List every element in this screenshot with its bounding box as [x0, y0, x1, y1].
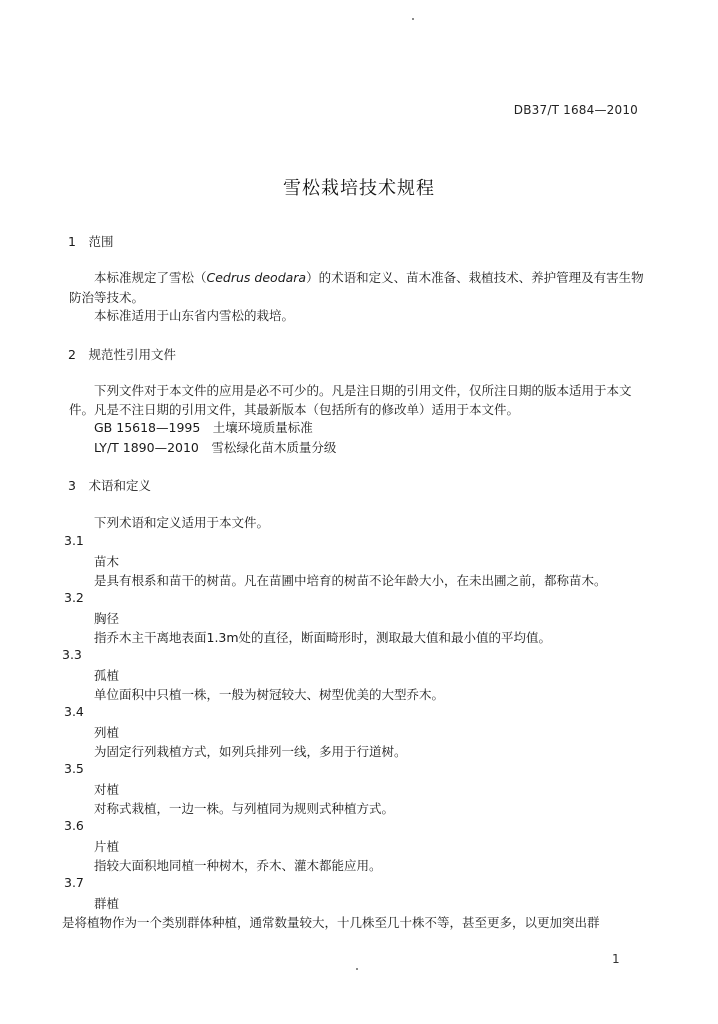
term-number: 3.1 — [64, 533, 84, 548]
term-number: 3.4 — [64, 704, 84, 719]
section-1-paragraph-1-line-2: 防治等技术。 — [69, 290, 145, 305]
term-name: 孤植 — [94, 668, 120, 683]
section-3-intro: 下列术语和定义适用于本文件。 — [94, 515, 270, 530]
scan-speck — [412, 18, 414, 20]
term-name: 对植 — [94, 782, 120, 797]
term-number: 3.6 — [64, 818, 84, 833]
standard-number: DB37/T 1684—2010 — [513, 103, 638, 117]
term-number: 3.5 — [64, 761, 84, 776]
term-name: 列植 — [94, 725, 120, 740]
term-definition: 为固定行列栽植方式，如列兵排列一线，多用于行道树。 — [94, 744, 407, 759]
section-1-paragraph-1-line-1 — [94, 268, 644, 287]
term-number: 3.3 — [62, 647, 82, 662]
section-3-heading: 3 术语和定义 — [68, 478, 151, 493]
term-definition: 是具有根系和苗干的树苗。凡在苗圃中培育的树苗不论年龄大小，在未出圃之前，都称苗木。 — [94, 573, 607, 588]
section-2-paragraph-line-2: 件。凡是不注日期的引用文件，其最新版本（包括所有的修改单）适用于本文件。 — [69, 402, 520, 417]
section-1-heading: 1 范围 — [68, 234, 114, 249]
section-2-heading: 2 规范性引用文件 — [68, 347, 176, 362]
term-name: 片植 — [94, 839, 120, 854]
reference-2: LY/T 1890—2010 雪松绿化苗木质量分级 — [94, 440, 337, 455]
scope-text-part-1: 本标准规定了雪松（ — [94, 270, 207, 285]
term-definition: 是将植物作为一个类别群体种植，通常数量较大，十几株至几十株不等，甚至更多，以更加突出群 — [62, 915, 600, 930]
term-number: 3.2 — [64, 590, 84, 605]
term-definition: 指较大面积地同植一种树木，乔木、灌木都能应用。 — [94, 858, 382, 873]
document-title: 雪松栽培技术规程 — [283, 178, 435, 199]
latin-name: Cedrus deodara — [206, 270, 307, 285]
scan-speck — [356, 968, 358, 970]
page-number: 1 — [612, 952, 620, 966]
term-definition: 指乔木主干离地表面1.3m处的直径，断面畸形时，测取最大值和最小值的平均值。 — [94, 630, 552, 645]
section-1-paragraph-2: 本标准适用于山东省内雪松的栽培。 — [94, 308, 295, 323]
scope-text-part-2: ）的术语和定义、苗木准备、栽植技术、养护管理及有害生物 — [306, 270, 644, 285]
term-name: 胸径 — [94, 611, 120, 626]
term-definition: 对称式栽植，一边一株。与列植同为规则式种植方式。 — [94, 801, 395, 816]
term-name: 苗木 — [94, 554, 120, 569]
term-number: 3.7 — [64, 875, 84, 890]
term-definition: 单位面积中只植一株，一般为树冠较大、树型优美的大型乔木。 — [94, 687, 445, 702]
term-name: 群植 — [94, 896, 120, 911]
reference-1: GB 15618—1995 土壤环境质量标准 — [94, 420, 313, 435]
section-2-paragraph-line-1: 下列文件对于本文件的应用是必不可少的。凡是注日期的引用文件，仅所注日期的版本适用于本文 — [94, 383, 632, 398]
